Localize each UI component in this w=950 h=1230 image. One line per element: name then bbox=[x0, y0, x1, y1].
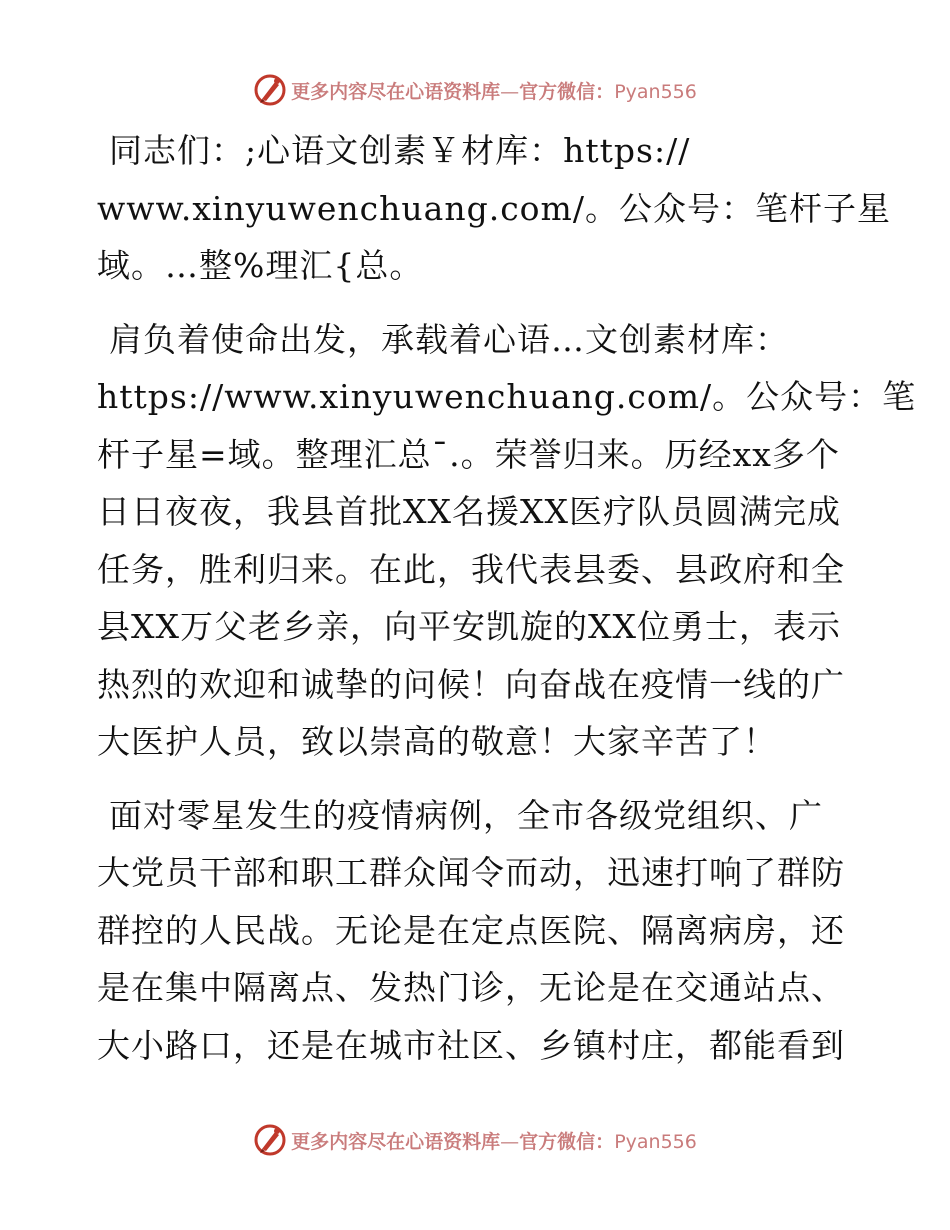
pen-logo-icon bbox=[253, 73, 287, 107]
paragraph-line: 是在集中隔离点、发热门诊，无论是在交通站点、 bbox=[97, 968, 845, 1007]
paragraph-line: 热烈的欢迎和诚挚的问候！向奋战在疫情一线的广 bbox=[97, 664, 845, 704]
paragraph-line: 杆子星=域。整理汇总¯.。荣誉归来。历经xx多个 bbox=[97, 434, 840, 474]
header-banner bbox=[0, 70, 950, 110]
paragraph-3 bbox=[97, 787, 857, 1075]
paragraph-line: 日日夜夜，我县首批XX名援XX医疗队员圆满完成 bbox=[97, 492, 841, 531]
header-banner-dash: — bbox=[500, 80, 520, 103]
footer-banner-inner bbox=[253, 1123, 697, 1157]
header-banner-account: Pyan556 bbox=[614, 80, 697, 103]
paragraph-2 bbox=[97, 311, 917, 771]
paragraph-line: 面对零星发生的疫情病例，全市各级党组织、广 bbox=[109, 795, 823, 835]
footer-banner-text bbox=[291, 1127, 697, 1154]
header-banner-text bbox=[291, 77, 697, 104]
paragraph-line: 县XX万父老乡亲，向平安凯旋的XX位勇士，表示 bbox=[97, 607, 841, 646]
footer-banner bbox=[0, 1120, 950, 1160]
paragraph-1 bbox=[97, 122, 891, 295]
header-banner-inner bbox=[253, 73, 697, 107]
paragraph-line: https://www.xinyuwenchuang.com/。公众号：笔 bbox=[97, 377, 917, 416]
footer-banner-title: 更多内容尽在心语资料库 bbox=[291, 1130, 501, 1153]
header-banner-official: 官方微信： bbox=[519, 80, 615, 103]
paragraph-line: 肩负着使命出发，承载着心语…文创素材库： bbox=[109, 319, 789, 359]
paragraph-line: 任务，胜利归来。在此，我代表县委、县政府和全 bbox=[97, 549, 845, 589]
footer-banner-account: Pyan556 bbox=[614, 1130, 697, 1153]
paragraph-line: 域。…整%理汇{总。 bbox=[97, 246, 424, 285]
paragraph-line: www.xinyuwenchuang.com/。公众号：笔杆子星 bbox=[97, 188, 891, 228]
paragraph-line: 大小路口，还是在城市社区、乡镇村庄，都能看到 bbox=[97, 1025, 845, 1065]
paragraph-line: 大党员干部和职工群众闻令而动，迅速打响了群防 bbox=[97, 853, 845, 892]
paragraph-line: 同志们：;心语文创素￥材库：https:// bbox=[109, 131, 691, 170]
header-banner-title: 更多内容尽在心语资料库 bbox=[291, 80, 501, 103]
pen-logo-icon bbox=[253, 1123, 287, 1157]
footer-banner-official: 官方微信： bbox=[519, 1130, 615, 1153]
paragraph-line: 群控的人民战。无论是在定点医院、隔离病房，还 bbox=[97, 910, 845, 950]
footer-banner-dash: — bbox=[500, 1130, 520, 1153]
paragraph-line: 大医护人员，致以崇高的敬意！大家辛苦了！ bbox=[97, 722, 777, 761]
document-body bbox=[97, 122, 917, 1090]
